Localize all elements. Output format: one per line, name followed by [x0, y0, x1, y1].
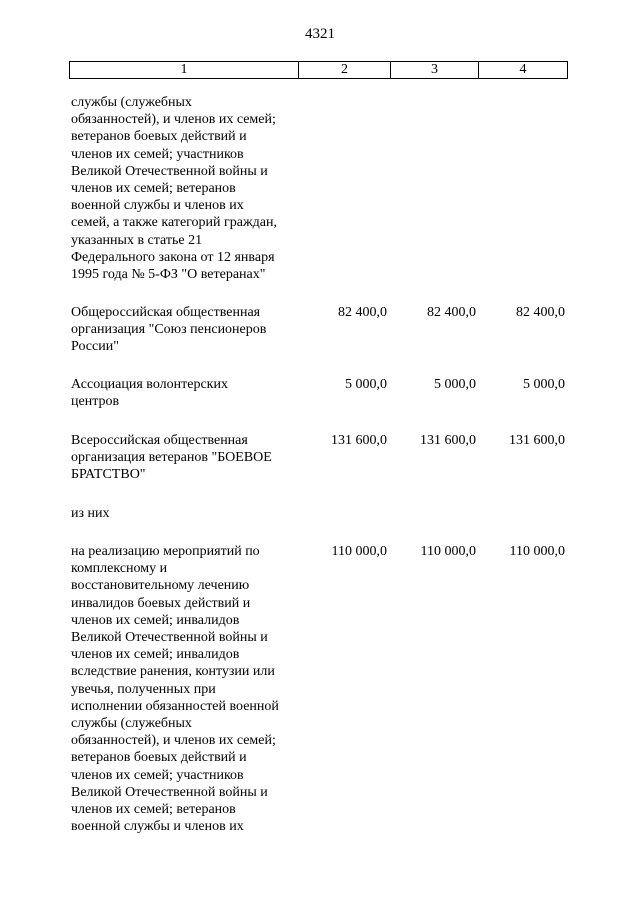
row-value-col3: 5 000,0: [434, 377, 476, 392]
row-value-col3: 82 400,0: [427, 305, 476, 320]
row-description: службы (служебных обязанностей), и членов их семей; ветеранов боевых действий и членов их семей; участников Великой Отечественной войны и членов их семей; ветеранов военной службы и членов их семей, а также категорий граждан, указанных в статье 21 Федерального закона от 12 января 1995 года № 5-ФЗ "О ветеранах": [71, 95, 277, 283]
row-description: Общероссийская общественная организация "Союз пенсионеров России": [71, 305, 267, 355]
row-value-col2: 82 400,0: [338, 305, 387, 320]
row-value-col2: 110 000,0: [331, 544, 387, 559]
row-description: Ассоциация волонтерских центров: [71, 377, 228, 410]
row-description: из них: [71, 506, 110, 521]
row-description: Всероссийская общественная организация ветеранов "БОЕВОЕ БРАТСТВО": [71, 433, 272, 483]
table-header-row: [69, 61, 568, 79]
row-description: на реализацию мероприятий по комплексному и восстановительному лечению инвалидов боевых действий и членов их семей; инвалидов Великой Отечественной войны и членов их семей; инвалидов вследствие ранения, контузии или увечья, полученных при исполнении обязанностей военной службы (служебных обязанностей), и членов их семей; ветеранов боевых действий и членов их семей; участников Великой Отечественной войны и членов их семей; ветеранов военной службы и членов их: [71, 544, 279, 835]
row-value-col3: 110 000,0: [420, 544, 476, 559]
column-header-3: 3: [390, 62, 478, 78]
row-value-col4: 110 000,0: [509, 544, 565, 559]
column-header-1: 1: [180, 62, 188, 77]
row-value-col2: 131 600,0: [331, 433, 387, 448]
column-header-4: 4: [478, 62, 567, 78]
row-value-col4: 131 600,0: [509, 433, 565, 448]
column-header-2: 2: [298, 62, 390, 78]
row-value-col4: 5 000,0: [523, 377, 565, 392]
row-value-col4: 82 400,0: [516, 305, 565, 320]
row-value-col3: 131 600,0: [420, 433, 476, 448]
page-number: 4321: [305, 26, 335, 42]
row-value-col2: 5 000,0: [345, 377, 387, 392]
